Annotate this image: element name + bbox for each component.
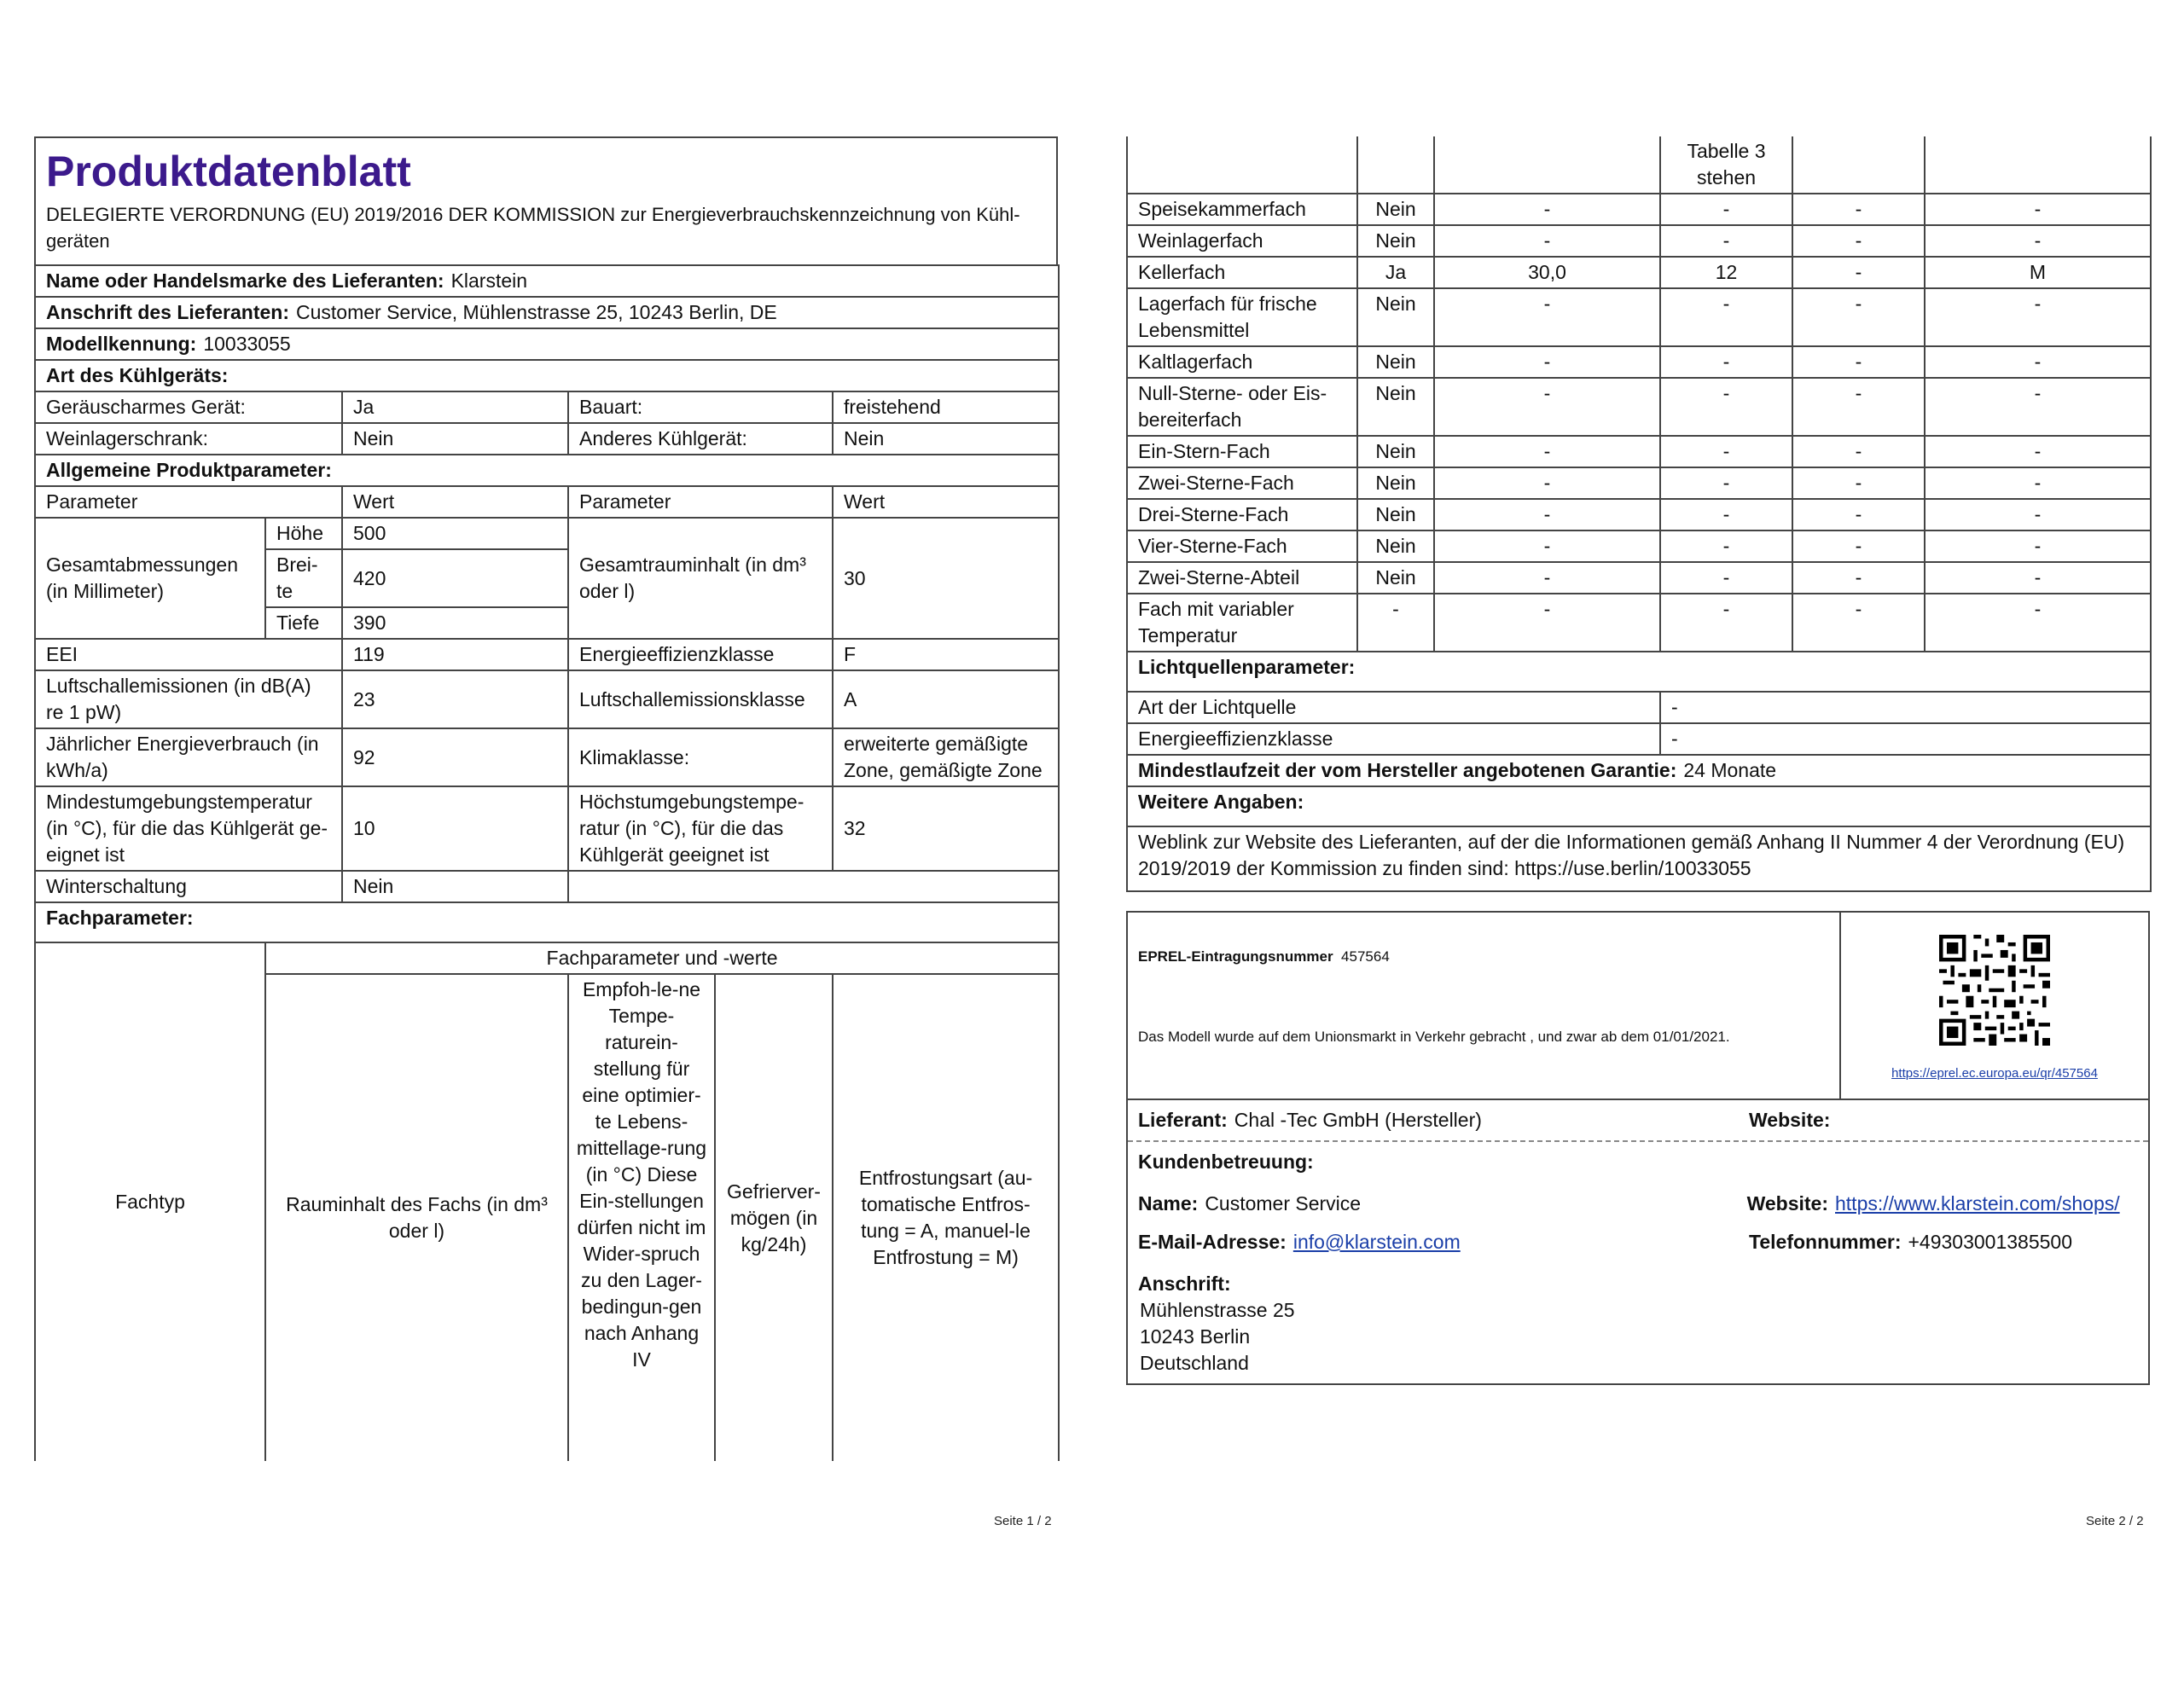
compartment-name: Drei-Sterne-Fach xyxy=(1127,499,1357,530)
compartment-value: - xyxy=(1434,288,1660,346)
general-header: Allgemeine Produktparameter: xyxy=(35,455,1059,486)
compartment-value: - xyxy=(1660,194,1792,225)
addr-line: Deutschland xyxy=(1140,1352,1249,1374)
compartment-name: Kellerfach xyxy=(1127,257,1357,288)
address-label: Anschrift des Lieferanten: xyxy=(46,301,289,323)
continued-cell: Tabelle 3 stehen xyxy=(1660,136,1792,194)
eprel-label: EPREL-Eintragungsnummer xyxy=(1138,948,1333,965)
param-label: EEI xyxy=(35,639,342,670)
compartment-value: - xyxy=(1660,288,1792,346)
compartment-value: - xyxy=(1792,288,1925,346)
param-value: 92 xyxy=(342,728,568,786)
empty-cell xyxy=(1925,136,2151,194)
compartment-value: - xyxy=(1434,530,1660,562)
compart-group-row xyxy=(35,942,1059,974)
warranty-label: Mindestlaufzeit der vom Hersteller angebotenen Garantie: xyxy=(1138,759,1677,781)
address-value: Customer Service, Mühlenstrasse 25, 10243 Berlin, DE xyxy=(296,301,777,323)
compartment-value: Ja xyxy=(1357,257,1434,288)
dim-value: 420 xyxy=(342,549,568,607)
winter-value: Nein xyxy=(342,871,568,902)
empty-cell xyxy=(1127,136,1357,194)
light-row xyxy=(1127,723,2151,755)
service-header-row xyxy=(1128,1142,2148,1180)
empty-cell xyxy=(1434,136,1660,194)
param-value: F xyxy=(833,639,1059,670)
continued-row xyxy=(1127,136,2151,194)
compartment-value: - xyxy=(1925,225,2151,257)
param-label: Höchstumgebungstempe-ratur (in °C), für die das Kühlgerät geeignet ist xyxy=(568,786,833,871)
name-website-row xyxy=(1128,1180,2148,1222)
winter-row xyxy=(35,871,1059,902)
eprel-value: 457564 xyxy=(1341,948,1390,965)
compartment-value: - xyxy=(1434,467,1660,499)
light-row xyxy=(1127,692,2151,723)
compartment-value: - xyxy=(1925,562,2151,594)
temp-freeze-split xyxy=(568,974,833,1461)
compartment-value: - xyxy=(1792,346,1925,378)
compartment-value: - xyxy=(1925,499,2151,530)
eprel-info xyxy=(1128,913,1841,1099)
param-label: Mindestumgebungstemperatur (in °C), für die das Kühlgerät ge-eignet ist xyxy=(35,786,342,871)
addr-label: Anschrift: xyxy=(1138,1272,1231,1295)
email-label: E-Mail-Adresse: xyxy=(1138,1231,1287,1253)
website2-link[interactable]: https://www.klarstein.com/shops/ xyxy=(1835,1192,2120,1215)
compartment-value: - xyxy=(1792,225,1925,257)
compartment-value: - xyxy=(1660,499,1792,530)
dim-value: 500 xyxy=(342,518,568,549)
param-label: Luftschallemissionen (in dB(A) re 1 pW) xyxy=(35,670,342,728)
param-row xyxy=(35,639,1059,670)
compartment-value: Nein xyxy=(1357,530,1434,562)
type-row xyxy=(35,391,1059,423)
col-fachtyp: Fachtyp xyxy=(35,942,265,1461)
param-row xyxy=(35,728,1059,786)
compartment-row xyxy=(1127,346,2151,378)
compartment-value: - xyxy=(1925,436,2151,467)
address-row xyxy=(35,297,1059,328)
more-header-row xyxy=(1127,786,2151,826)
page-2 xyxy=(1126,136,2150,1528)
general-header-row xyxy=(35,455,1059,486)
light-value: - xyxy=(1660,692,2151,723)
type-value-1: Nein xyxy=(342,423,568,455)
compartment-value: - xyxy=(1925,530,2151,562)
compartment-value: - xyxy=(1925,194,2151,225)
compartment-row xyxy=(1127,467,2151,499)
compartment-value: - xyxy=(1434,594,1660,652)
model-value: 10033055 xyxy=(203,333,291,355)
compartment-value: - xyxy=(1660,436,1792,467)
supplier-label: Name oder Handelsmarke des Lieferanten: xyxy=(46,270,444,292)
compartment-value: - xyxy=(1792,436,1925,467)
type-label-2: Bauart: xyxy=(568,391,833,423)
compart-group-header: Fachparameter und -werte xyxy=(265,942,1059,974)
dimension-row xyxy=(35,518,1059,549)
light-label: Energieeffizienzklasse xyxy=(1127,723,1660,755)
compartment-value: - xyxy=(1925,288,2151,346)
col-value: Wert xyxy=(833,486,1059,518)
compartment-value: - xyxy=(1792,499,1925,530)
compartment-name: Speisekammerfach xyxy=(1127,194,1357,225)
model-label: Modellkennung: xyxy=(46,333,197,355)
compartment-value: Nein xyxy=(1357,288,1434,346)
compartment-row xyxy=(1127,378,2151,436)
type-value-2: Nein xyxy=(833,423,1059,455)
compartment-rows xyxy=(1127,194,2151,652)
eprel-box xyxy=(1126,911,2150,1100)
addr-line: 10243 Berlin xyxy=(1140,1325,1251,1348)
type-header-row xyxy=(35,360,1059,391)
supplier-label: Lieferant: xyxy=(1138,1109,1228,1131)
empty-cell xyxy=(1357,136,1434,194)
email-phone-row xyxy=(1128,1222,2148,1261)
compart-header-row xyxy=(35,902,1059,942)
compartment-value: Nein xyxy=(1357,467,1434,499)
warranty-value: 24 Monate xyxy=(1683,759,1777,781)
addr-line: Mühlenstrasse 25 xyxy=(1140,1299,1295,1321)
compartment-value: - xyxy=(1434,436,1660,467)
compartment-value: Nein xyxy=(1357,499,1434,530)
compartment-row xyxy=(1127,194,2151,225)
compartment-name: Zwei-Sterne-Fach xyxy=(1127,467,1357,499)
phone-label: Telefonnummer: xyxy=(1749,1231,1902,1253)
compartment-value: Nein xyxy=(1357,346,1434,378)
more-text: Weblink zur Website des Lieferanten, auf der die Informationen gemäß Anhang II Nummer 4 der Verordnung (EU) 2019/2019 der Kommission zu finden sind: https://use.berlin/10033055 xyxy=(1127,826,2151,891)
compartment-row xyxy=(1127,436,2151,467)
address-block xyxy=(1128,1261,2148,1383)
more-header: Weitere Angaben: xyxy=(1127,786,2151,826)
type-header: Art des Kühlgeräts: xyxy=(35,360,1059,391)
col-temp: Empfoh-le-ne Tempe-raturein-stellung für eine optimier-te Lebens-mittellage-rung (in °C) Diese Ein-stellungen dürfen nicht im Wider-spruch zu den Lager-bedingun-gen nach Anhang IV xyxy=(569,975,715,1461)
compartment-value: - xyxy=(1925,594,2151,652)
col-value: Wert xyxy=(342,486,568,518)
dimensions-label: Gesamtabmessungen (in Millimeter) xyxy=(35,518,265,639)
regulation-subtitle: DELEGIERTE VERORDNUNG (EU) 2019/2016 DER KOMMISSION zur Energieverbrauchskennzeichnung von Kühl-geräten xyxy=(46,204,1020,252)
col-volume: Rauminhalt des Fachs (in dm³ oder l) xyxy=(265,974,568,1461)
empty-cell xyxy=(568,871,1059,902)
col-param: Parameter xyxy=(35,486,342,518)
light-header-row xyxy=(1127,652,2151,692)
param-value: 32 xyxy=(833,786,1059,871)
compartment-value: - xyxy=(1434,194,1660,225)
type-label-1: Geräuscharmes Gerät: xyxy=(35,391,342,423)
compartment-value: - xyxy=(1925,467,2151,499)
compartment-name: Vier-Sterne-Fach xyxy=(1127,530,1357,562)
service-header: Kundenbetreuung: xyxy=(1138,1151,1314,1173)
compartment-row xyxy=(1127,530,2151,562)
compartment-value: - xyxy=(1434,562,1660,594)
compartment-value: - xyxy=(1792,467,1925,499)
compartment-value: 30,0 xyxy=(1434,257,1660,288)
param-label: Luftschallemissionsklasse xyxy=(568,670,833,728)
supplier-row xyxy=(1128,1100,2148,1140)
winter-label: Winterschaltung xyxy=(35,871,342,902)
compartment-row xyxy=(1127,257,2151,288)
param-value: A xyxy=(833,670,1059,728)
compartment-value: - xyxy=(1434,346,1660,378)
compartment-name: Zwei-Sterne-Abteil xyxy=(1127,562,1357,594)
supplier-row xyxy=(35,265,1059,297)
title-block xyxy=(34,136,1058,264)
compartment-value: Nein xyxy=(1357,225,1434,257)
compartment-value: - xyxy=(1660,562,1792,594)
compartment-name: Ein-Stern-Fach xyxy=(1127,436,1357,467)
compartment-value: - xyxy=(1792,594,1925,652)
param-label: Klimaklasse: xyxy=(568,728,833,786)
compartment-row xyxy=(1127,594,2151,652)
compartment-row xyxy=(1127,225,2151,257)
dim-label: Tiefe xyxy=(265,607,342,639)
compart-header: Fachparameter: xyxy=(35,902,1059,942)
email-link[interactable]: info@klarstein.com xyxy=(1292,1231,1461,1253)
compartment-value: - xyxy=(1660,467,1792,499)
compartment-row xyxy=(1127,499,2151,530)
col-defrost: Entfrostungsart (au-tomatische Entfros-tung = A, manuel-le Entfrostung = M) xyxy=(833,974,1059,1461)
compartment-value: - xyxy=(1792,194,1925,225)
volume-label: Gesamtrauminhalt (in dm³ oder l) xyxy=(568,518,833,639)
compartment-value: Nein xyxy=(1357,194,1434,225)
compartment-value: Nein xyxy=(1357,378,1434,436)
param-row xyxy=(35,786,1059,871)
param-row xyxy=(35,670,1059,728)
compartment-value: - xyxy=(1792,257,1925,288)
name-label: Name: xyxy=(1138,1192,1199,1215)
compartment-row xyxy=(1127,562,2151,594)
compartment-value: 12 xyxy=(1660,257,1792,288)
supplier-value: Klarstein xyxy=(450,270,528,292)
dim-label: Höhe xyxy=(265,518,342,549)
empty-cell xyxy=(1792,136,1925,194)
compartment-value: - xyxy=(1792,562,1925,594)
param-value: 23 xyxy=(342,670,568,728)
compartment-name: Null-Sterne- oder Eis-bereiterfach xyxy=(1127,378,1357,436)
type-label-2: Anderes Kühlgerät: xyxy=(568,423,833,455)
compartment-value: - xyxy=(1660,530,1792,562)
compartment-value: - xyxy=(1357,594,1434,652)
compartment-name: Kaltlagerfach xyxy=(1127,346,1357,378)
compartment-value: - xyxy=(1660,378,1792,436)
website2-label: Website: xyxy=(1746,1192,1828,1215)
compartment-value: - xyxy=(1792,530,1925,562)
eprel-note: Das Modell wurde auf dem Unionsmarkt in Verkehr gebracht , und zwar ab dem 01/01/2021. xyxy=(1138,1029,1730,1045)
type-label-1: Weinlagerschrank: xyxy=(35,423,342,455)
name-value: Customer Service xyxy=(1205,1192,1362,1215)
light-header: Lichtquellenparameter: xyxy=(1127,652,2151,692)
param-label: Jährlicher Energieverbrauch (in kWh/a) xyxy=(35,728,342,786)
product-data-table xyxy=(34,264,1060,1461)
warranty-row xyxy=(1127,755,2151,786)
light-label: Art der Lichtquelle xyxy=(1127,692,1660,723)
qr-code-icon xyxy=(1939,935,2050,1046)
supplier-value: Chal -Tec GmbH (Hersteller) xyxy=(1234,1109,1482,1131)
dim-label: Brei-te xyxy=(265,549,342,607)
compartment-value: M xyxy=(1925,257,2151,288)
dim-value: 390 xyxy=(342,607,568,639)
compartment-value: - xyxy=(1792,378,1925,436)
eprel-qr-area xyxy=(1841,913,2148,1099)
temp-freeze-inner xyxy=(569,975,832,1461)
compartment-name: Lagerfach für frische Lebensmittel xyxy=(1127,288,1357,346)
compartment-value: Nein xyxy=(1357,436,1434,467)
type-row xyxy=(35,423,1059,455)
compartment-value: - xyxy=(1925,346,2151,378)
more-row xyxy=(1127,826,2151,891)
light-value: - xyxy=(1660,723,2151,755)
model-row xyxy=(35,328,1059,360)
compartment-value: - xyxy=(1434,225,1660,257)
phone-value: +49303001385500 xyxy=(1908,1231,2072,1253)
compartment-value: - xyxy=(1925,378,2151,436)
compartment-value: - xyxy=(1434,378,1660,436)
compartment-value: - xyxy=(1660,346,1792,378)
col-param: Parameter xyxy=(568,486,833,518)
page-title: Produktdatenblatt xyxy=(46,148,411,195)
compartment-row xyxy=(1127,288,2151,346)
compartment-table xyxy=(1126,136,2152,892)
volume-value: 30 xyxy=(833,518,1059,639)
compartment-value: - xyxy=(1660,225,1792,257)
param-value: 119 xyxy=(342,639,568,670)
compartment-name: Fach mit variabler Temperatur xyxy=(1127,594,1357,652)
type-value-2: freistehend xyxy=(833,391,1059,423)
page-1 xyxy=(34,136,1058,1528)
compartment-name: Weinlagerfach xyxy=(1127,225,1357,257)
param-value: 10 xyxy=(342,786,568,871)
supplier-contact-box xyxy=(1126,1100,2150,1385)
param-value: erweiterte gemäßigte Zone, gemäßigte Zone xyxy=(833,728,1059,786)
page-footer: Seite 1 / 2 xyxy=(994,1514,1052,1528)
page-footer: Seite 2 / 2 xyxy=(2086,1514,2144,1528)
website-label: Website: xyxy=(1749,1109,1831,1131)
compartment-value: - xyxy=(1434,499,1660,530)
compartment-value: - xyxy=(1660,594,1792,652)
qr-link[interactable]: https://eprel.ec.europa.eu/qr/457564 xyxy=(1891,1066,2098,1081)
type-value-1: Ja xyxy=(342,391,568,423)
col-freeze: Gefrierver-mögen (in kg/24h) xyxy=(727,1180,821,1255)
compartment-value: Nein xyxy=(1357,562,1434,594)
param-label: Energieeffizienzklasse xyxy=(568,639,833,670)
param-col-header-row xyxy=(35,486,1059,518)
